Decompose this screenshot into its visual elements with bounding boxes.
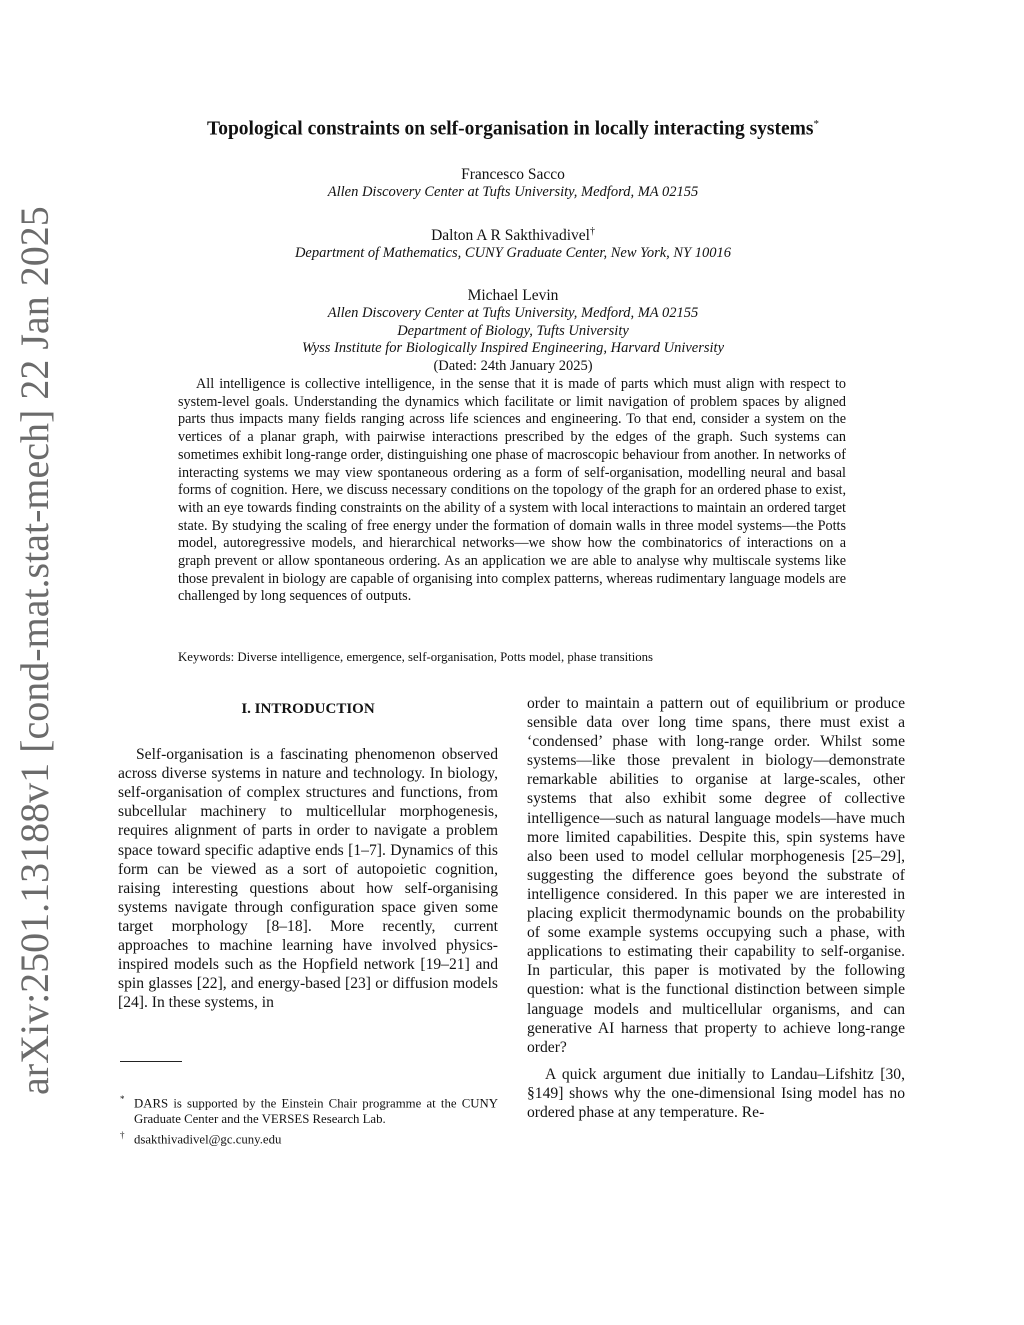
section-heading: I. INTRODUCTION xyxy=(241,701,375,717)
intro-paragraph: order to maintain a pattern out of equilibrium or produce sensible data over long time spans, there must exist a ‘condensed’ phase with long-range order. Whilst some systems—like those prevalent in biology—demonstrate remarkable abilities to organise at large-scales, other systems that also exhibit some degree of collective intelligence—such as natural language models—have much more limited capabilities. Despite this, spin systems have also been used to model cellular morphogenesis [25–29], suggesting the difference goes beyond the substrate of intelligence considered. In this paper we are interested in placing explicit thermodynamic bounds on the probability of some example systems occupying such a phase, with applications to estimating their capability to self-organise. In particular, this paper is motivated by the following question: what is the functional distinction between simple language models and multicellular organisms, and can generative AI harness that property to achieve long-range order? xyxy=(527,695,905,1056)
date-line: (Dated: 24th January 2025) xyxy=(433,357,593,374)
right-column xyxy=(527,694,905,1122)
paper-title xyxy=(120,118,906,141)
footnote xyxy=(120,1092,498,1127)
abstract: All intelligence is collective intelligence, in the sense that it is made of parts which must align with respect to system-level goals. Understanding the dynamics which facilitate or limit navigation of problem spaces by aligned parts thus impacts many fields ranging across life sciences and engineering. To that end, consider a system on the vertices of a planar graph, with pairwise interactions prescribed by the edges of the graph. Such systems can sometimes exhibit long-range order, distinguishing one phase of macroscopic behaviour from another. In networks of interacting systems we may view spontaneous ordering as a form of self-organisation, modelling neural and basal forms of cognition. Here, we discuss necessary conditions on the topology of the graph for an ordered phase to exist, with an eye towards finding constraints on the ability of a system with local interactions to maintain an ordered target state. By studying the scaling of free energy under the formation of domain walls in three model systems—the Potts model, autoregressive models, and hierarchical networks—we show how the combinatorics of interactions on a graph prevent or allow spontaneous ordering. As an application we are able to analyse why multiscale systems like those prevalent in biology are capable of organising into complex patterns, whereas rudimentary language models are challenged by long sequences of outputs. xyxy=(178,376,846,605)
author-list xyxy=(200,162,826,375)
author-name: Francesco Sacco xyxy=(461,166,565,184)
intro-paragraph: A quick argument due initially to Landau–Lifshitz [30, §149] shows why the one-dimensional Ising model has no ordered phase at any temperature. Re- xyxy=(527,1065,905,1121)
footnote-text: DARS is supported by the Einstein Chair programme at the CUNY Graduate Center and the VERSES Research Lab. xyxy=(134,1096,498,1126)
author-block xyxy=(200,283,826,375)
author-affiliation: Allen Discovery Center at Tufts University, Medford, MA 02155 xyxy=(327,184,699,201)
author-name: Dalton A R Sakthivadivel† xyxy=(431,225,595,244)
title-text: Topological constraints on self-organisation in locally interacting systems xyxy=(207,118,814,140)
author-block xyxy=(200,162,826,202)
author-email-link[interactable]: dsakthivadivel@gc.cuny.edu xyxy=(134,1132,282,1147)
keywords: Keywords: Diverse intelligence, emergence, self-organisation, Potts model, phase transitions xyxy=(178,650,654,664)
intro-paragraph: Self-organisation is a fascinating phenomenon observed across diverse systems in nature and technology. In biology, self-organisation of complex structures and functions, from subcellular machinery to multicellular morphogenesis, requires alignment of parts in order to navigate a problem space toward specific adaptive ends [1–7]. Dynamics of this form can be viewed as a sort of autopoietic cognition, raising interesting questions about how self-organising systems navigate through configuration space given some target morphology [8–18]. More recently, current approaches to machine learning have involved physics-inspired models such as the Hopfield network [19–21] and spin glasses [22], and energy-based [23] or diffusion models [24]. In these systems, in xyxy=(118,746,498,1012)
title-footnote-mark: * xyxy=(813,118,819,130)
author-affiliation: Allen Discovery Center at Tufts University, Medford, MA 02155 xyxy=(327,305,699,322)
footnote-divider xyxy=(120,1061,182,1062)
author-affiliation: Department of Biology, Tufts University xyxy=(397,322,629,339)
author-affiliation: Department of Mathematics, CUNY Graduate Center, New York, NY 10016 xyxy=(294,244,732,261)
author-block xyxy=(200,223,826,263)
author-affiliation: Wyss Institute for Biologically Inspired Engineering, Harvard University xyxy=(301,340,725,357)
arxiv-identifier[interactable]: arXiv:2501.13188v1 [cond-mat.stat-mech] 22 Jan 2025 xyxy=(12,206,57,1095)
footnote xyxy=(120,1128,498,1148)
author-name: Michael Levin xyxy=(467,287,559,305)
left-column xyxy=(118,696,498,1012)
footnote-mark: * xyxy=(120,1094,125,1104)
footnotes xyxy=(120,1092,498,1149)
footnote-mark: † xyxy=(120,1130,125,1141)
